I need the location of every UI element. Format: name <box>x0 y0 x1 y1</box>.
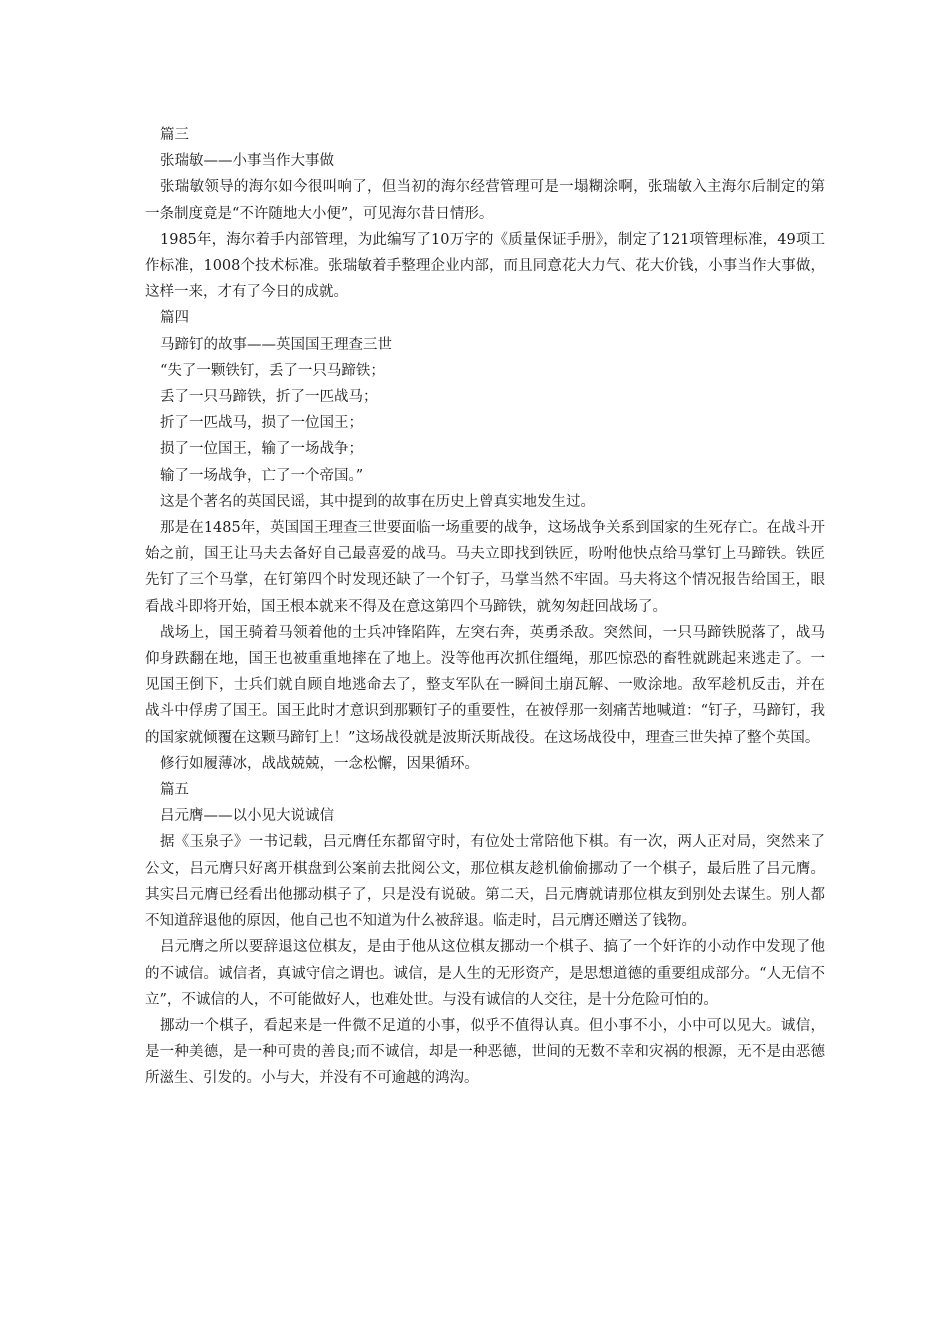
section-title: 张瑞敏——小事当作大事做 <box>160 153 334 170</box>
paragraph: 挪动一个棋子，看起来是一件微不足道的小事，似乎不值得认真。但小事不小，小中可以见大。诚信，是一种美德，是一种可贵的善良;而不诚信，却是一种恶德，世间的无数不幸和灾祸的根源，无不是由恶德所滋生、引发的。小与大，并没有不可逾越的鸿沟。 <box>145 1017 825 1087</box>
section-title: 马蹄钉的故事——英国国王理查三世 <box>160 336 392 353</box>
verse-line: 损了一位国王，输了一场战争； <box>160 441 363 458</box>
document-page <box>145 122 825 1092</box>
section-heading: 篇五 <box>160 782 189 799</box>
verse-line: “失了一颗铁钉，丢了一只马蹄铁； <box>160 362 385 379</box>
paragraph: 张瑞敏领导的海尔如今很叫响了，但当初的海尔经营管理可是一塌糊涂啊，张瑞敏入主海尔后制定的第一条制度竟是“不许随地大小便”，可见海尔昔日情形。 <box>145 179 825 222</box>
paragraph: 修行如履薄冰，战战兢兢，一念松懈，因果循环。 <box>160 755 479 772</box>
paragraph: 据《玉泉子》一书记载，吕元膺任东都留守时，有位处士常陪他下棋。有一次，两人正对局，突然来了公文，吕元膺只好离开棋盘到公案前去批阅公文，那位棋友趁机偷偷挪动了一个棋子，最后胜了吕元膺。其实吕元膺已经看出他挪动棋子了，只是没有说破。第二天，吕元膺就请那位棋友到别处去谋生。别人都不知道辞退他的原因，他自己也不知道为什么被辞退。临走时，吕元膺还赠送了钱物。 <box>145 834 825 930</box>
section-heading: 篇四 <box>160 310 189 327</box>
section-heading: 篇三 <box>160 127 189 143</box>
paragraph: 这是个著名的英国民谣，其中提到的故事在历史上曾真实地发生过。 <box>160 493 595 510</box>
paragraph: 吕元膺之所以要辞退这位棋友，是由于他从这位棋友挪动一个棋子、搞了一个奸诈的小动作中发现了他的不诚信。诚信者，真诚守信之谓也。诚信，是人生的无形资产，是思想道德的重要组成部分。“人无信不立”，不诚信的人，不可能做好人，也难处世。与没有诚信的人交往，是十分危险可怕的。 <box>145 939 825 1008</box>
verse-line: 丢了一只马蹄铁，折了一匹战马； <box>160 389 378 406</box>
verse-line: 折了一匹战马，损了一位国王； <box>160 415 363 432</box>
paragraph: 那是在1485年，英国国王理查三世要面临一场重要的战争，这场战争关系到国家的生死存亡。在战斗开始之前，国王让马夫去备好自己最喜爱的战马。马夫立即找到铁匠，吩咐他快点给马掌钉上马蹄铁。铁匠先钉了三个马掌，在钉第四个时发现还缺了一个钉子，马掌当然不牢固。马夫将这个情况报告给国王，眼看战斗即将开始，国王根本就来不得及在意这第四个马蹄铁，就匆匆赶回战场了。 <box>145 520 825 615</box>
paragraph: 战场上，国王骑着马领着他的士兵冲锋陷阵，左突右奔，英勇杀敌。突然间，一只马蹄铁脱落了，战马仰身跌翻在地，国王也被重重地摔在了地上。没等他再次抓住缰绳，那匹惊恐的畜牲就跳起来逃走了。一见国王倒下，士兵们就自顾自地逃命去了，整支军队在一瞬间土崩瓦解、一败涂地。敌军趁机反击，并在战斗中俘虏了国王。国王此时才意识到那颗钉子的重要性，在被俘那一刻痛苦地喊道：“钉子，马蹄钉，我的国家就倾覆在这颗马蹄钉上！”这场战役就是波斯沃斯战役。在这场战役中，理查三世失掉了整个英国。 <box>145 624 825 746</box>
verse-line: 输了一场战争，亡了一个帝国。” <box>160 467 364 484</box>
section-title: 吕元膺——以小见大说诚信 <box>160 808 334 825</box>
paragraph: 1985年，海尔着手内部管理，为此编写了10万字的《质量保证手册》，制定了121项管理标准，49项工作标准，1008个技术标准。张瑞敏着手整理企业内部，而且同意花大力气、花大价钱，小事当作大事做，这样一来，才有了今日的成就。 <box>145 231 825 301</box>
